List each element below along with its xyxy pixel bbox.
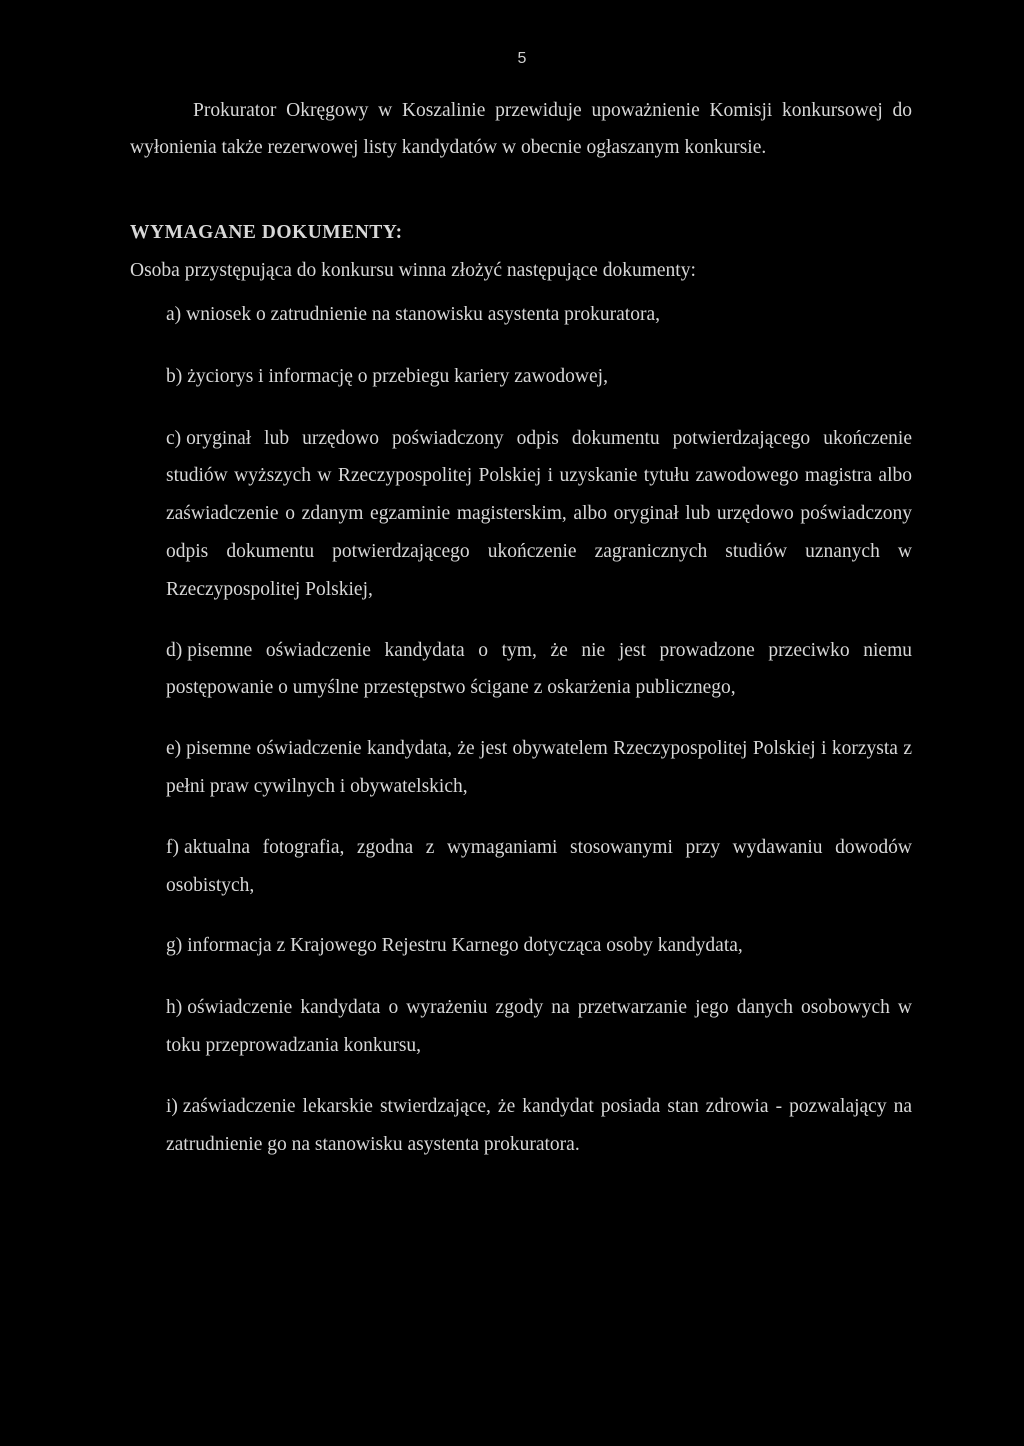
item-label: h) [166,997,183,1019]
item-text: aktualna fotografia, zgodna z wymaganiami stosowanymi przy wydawaniu dowodów osobistych, [166,836,912,896]
item-text: życiorys i informację o przebiegu kariery zawodowej, [187,365,608,387]
section-heading: WYMAGANE DOKUMENTY: [130,222,403,243]
item-label: g) [166,935,183,957]
list-item-d [166,632,912,708]
documents-list [130,296,912,1163]
list-item-h [166,989,912,1065]
list-item-g [166,927,912,965]
item-text: pisemne oświadczenie kandydata, że jest obywatelem Rzeczypospolitej Polskiej i korzysta z pełni praw cywilnych i obywatelskich, [166,738,912,797]
item-label: a) [166,304,182,325]
item-text: oryginał lub urzędowo poświadczony odpis dokumentu potwierdzającego ukończenie studiów wyższych w Rzeczypospolitej Polskiej i uzyskanie tytułu zawodowego magistra albo zaświadczenie o zdanym egzaminie magisterskim, albo oryginał lub urzędowo poświadczony odpis dokumentu potwierdzającego ukończenie zagranicznych studiów uznanych w Rzeczypospolitej Polskiej, [166,427,912,600]
item-text: wniosek o zatrudnienie na stanowisku asystenta prokuratora, [186,304,660,325]
list-item-e [166,730,912,806]
item-label: f) [166,836,179,858]
item-label: e) [166,738,182,760]
page-number: 5 [517,50,527,67]
item-text: informacja z Krajowego Rejestru Karnego dotycząca osoby kandydata, [187,935,743,957]
list-item-i [166,1088,912,1164]
section-lead: Osoba przystępująca do konkursu winna złożyć następujące dokumenty: [130,260,696,281]
item-text: zaświadczenie lekarskie stwierdzające, że kandydat posiada stan zdrowia - pozwalający na zatrudnienie go na stanowisku asystenta prokuratora. [166,1095,912,1155]
item-label: c) [166,427,182,449]
item-label: b) [166,365,183,387]
document-body [130,92,912,1163]
list-item-b [166,358,912,396]
item-text: oświadczenie kandydata o wyrażeniu zgody na przetwarzanie jego danych osobowych w toku przeprowadzania konkursu, [166,997,912,1056]
list-item-a [166,296,912,334]
item-label: d) [166,639,183,661]
list-item-f [166,829,912,905]
intro-paragraph: Prokurator Okręgowy w Koszalinie przewiduje upoważnienie Komisji konkursowej do wyłonienia także rezerwowej listy kandydatów w obecnie ogłaszanym konkursie. [130,100,912,158]
list-item-c [166,420,912,609]
item-text: pisemne oświadczenie kandydata o tym, że nie jest prowadzone przeciwko niemu postępowanie o umyślne przestępstwo ścigane z oskarżenia publicznego, [166,639,912,699]
item-label: i) [166,1095,178,1117]
